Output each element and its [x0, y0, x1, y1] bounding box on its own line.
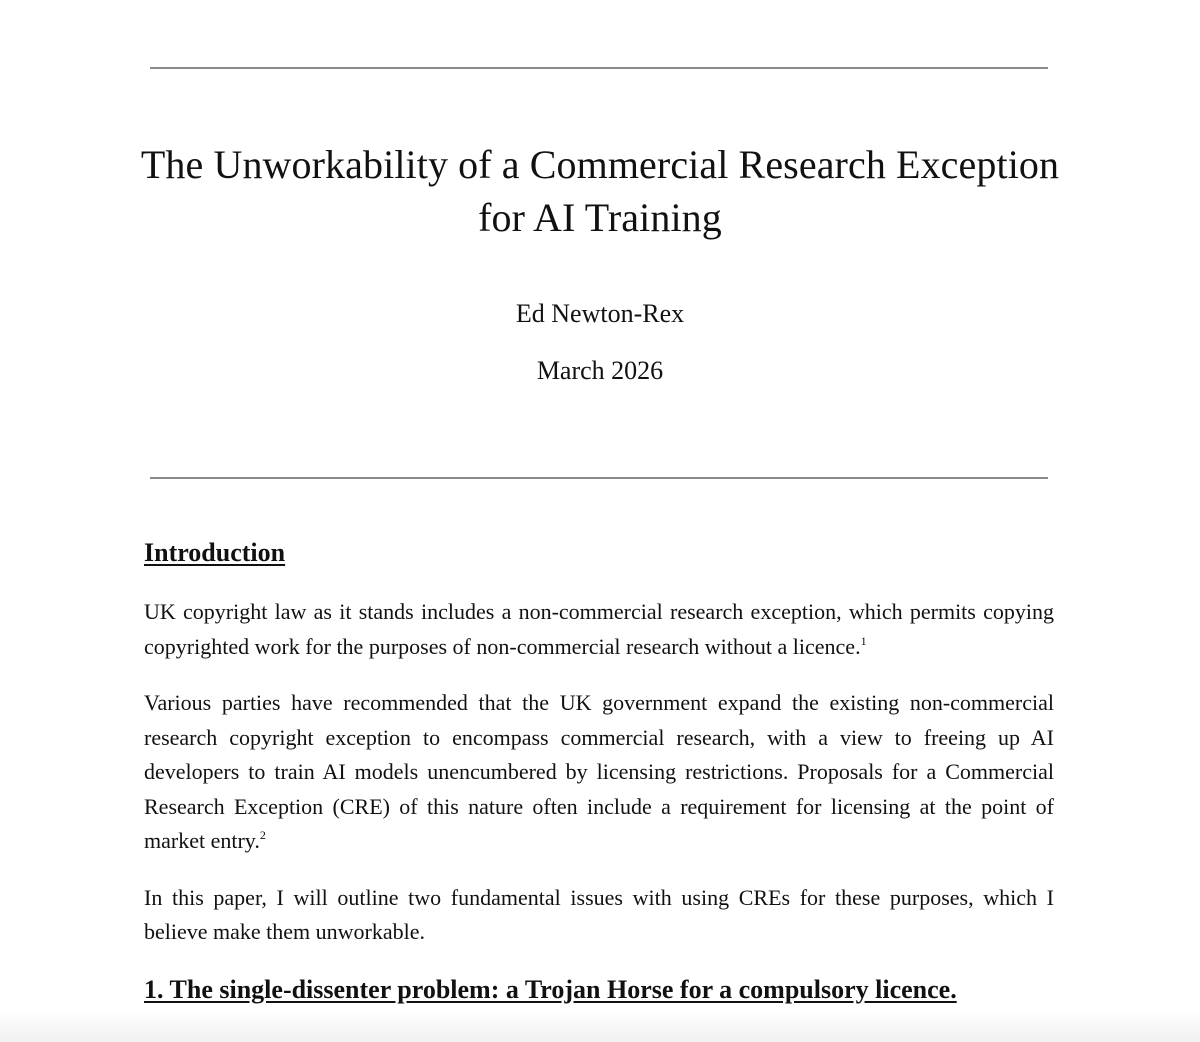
- bottom-divider: [150, 477, 1048, 479]
- paragraph-2-text: Various parties have recommended that the UK government expand the existing non-commercial research copyright exception to encompass commercial research, with a view to freeing up AI developers to train AI models unencumbered by licensing restrictions. Proposals for a Commercial Research Exception (CRE) of this nature often include a requirement for licensing at the point of market entry.: [144, 690, 1054, 853]
- paragraph-1-text: UK copyright law as it stands includes a non-commercial research exception, which permits copying copyrighted work for the purposes of non-commercial research without a licence.: [144, 599, 1054, 659]
- paragraph-3: [144, 881, 1054, 950]
- paragraph-3-text: In this paper, I will outline two fundamental issues with using CREs for these purposes, which I believe make them unworkable.: [144, 884, 1054, 944]
- top-divider: [150, 67, 1048, 69]
- paragraph-1: [144, 595, 1054, 664]
- document-title: The Unworkability of a Commercial Research Exception for AI Training: [140, 142, 1060, 240]
- document-author: Ed Newton-Rex: [515, 299, 685, 328]
- paragraph-2: [144, 686, 1054, 859]
- document-date: March 2026: [536, 356, 664, 385]
- footnote-ref-2[interactable]: 2: [259, 828, 266, 842]
- footnote-ref-1[interactable]: 1: [860, 633, 867, 648]
- section-heading-1: 1. The single-dissenter problem: a Trojan Horse for a compulsory licence.: [144, 974, 957, 1004]
- section-heading-introduction: Introduction: [144, 538, 286, 567]
- document-body: [144, 533, 1054, 1010]
- page-bottom-fade: [0, 1012, 1200, 1042]
